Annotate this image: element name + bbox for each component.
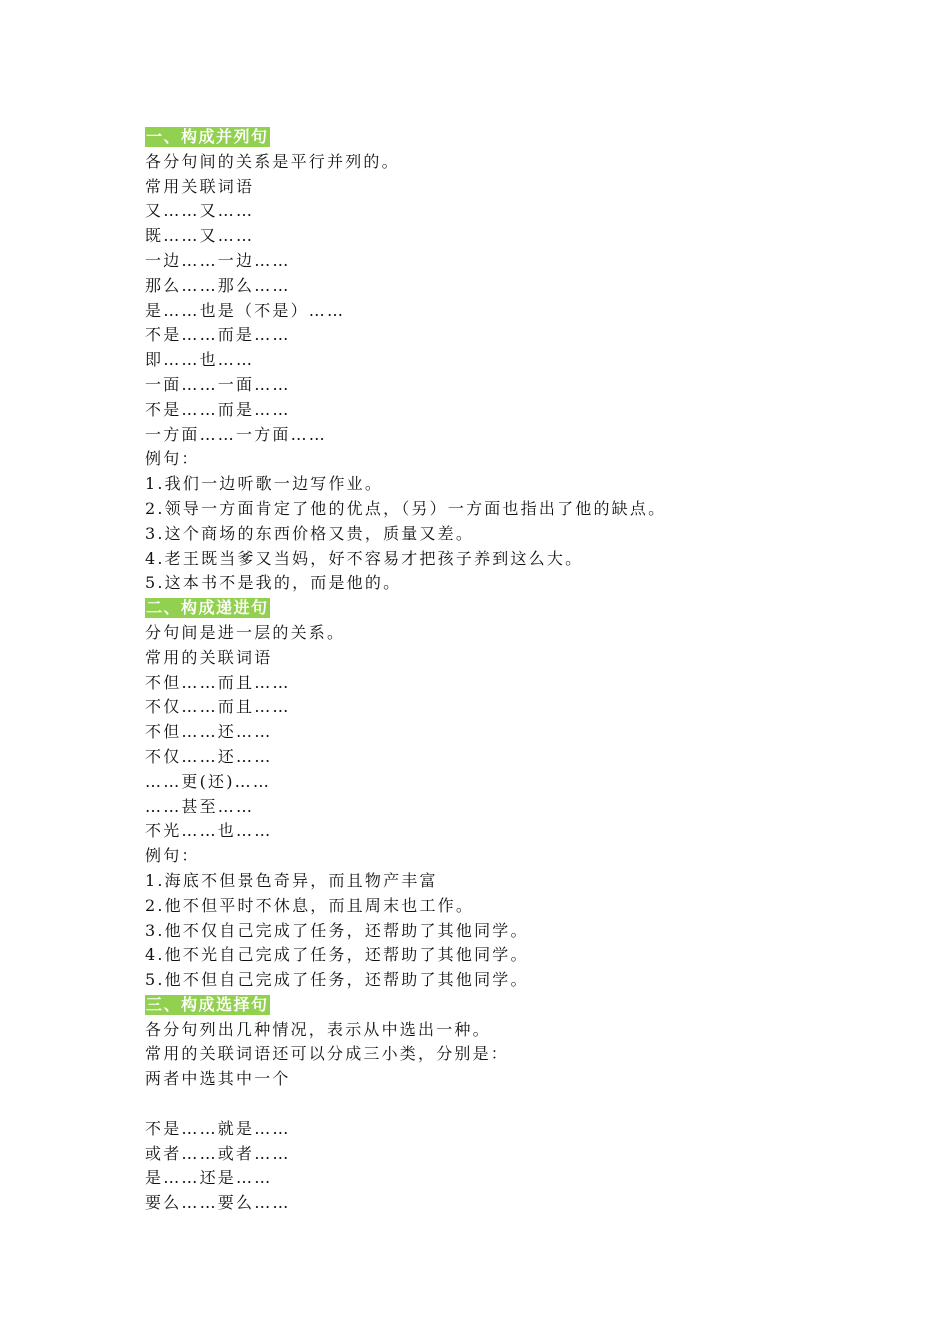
text-line: 一面……一面…… (145, 374, 291, 394)
section-parallel (145, 125, 925, 596)
text-line: 即……也…… (145, 350, 255, 370)
section-heading: 三、构成选择句 (146, 994, 269, 1014)
text-line: 是……还是…… (145, 1168, 273, 1188)
section-choice (145, 993, 925, 1216)
text-line: 例句： (145, 846, 200, 866)
text-line: 要么……要么…… (145, 1193, 291, 1213)
example-line: 1.我们一边听歌一边写作业。 (145, 474, 384, 494)
section-heading: 一、构成并列句 (146, 127, 269, 146)
example-line: 3.他不仅自己完成了任务，还帮助了其他同学。 (145, 920, 529, 940)
text-line: 不是……就是…… (145, 1118, 291, 1138)
text-line: 一方面……一方面…… (145, 424, 328, 444)
text-line: ……更(还)…… (145, 771, 272, 791)
text-line: 两者中选其中一个 (145, 1069, 291, 1089)
text-line: 不仅……还…… (145, 746, 273, 766)
text-line: 常用关联词语 (145, 176, 255, 196)
text-line: 不但……还…… (145, 722, 273, 742)
text-line: 不仅……而且…… (145, 697, 291, 717)
text-line: 或者……或者…… (145, 1143, 291, 1163)
text-line: 又……又…… (145, 201, 255, 221)
example-line: 4.老王既当爹又当妈，好不容易才把孩子养到这么大。 (145, 548, 584, 568)
example-line: 4.他不光自己完成了任务，还帮助了其他同学。 (145, 945, 529, 965)
text-line: 是……也是（不是）…… (145, 300, 346, 320)
text-line: 各分句列出几种情况，表示从中选出一种。 (145, 1019, 491, 1039)
text-line: 分句间是进一层的关系。 (145, 622, 346, 642)
blank-line (145, 1092, 925, 1117)
text-line: ……甚至…… (145, 796, 255, 816)
text-line: 一边……一边…… (145, 250, 291, 270)
text-line: 不是……而是…… (145, 325, 291, 345)
document-body (145, 125, 925, 1216)
text-line: 常用的关联词语还可以分成三小类，分别是： (145, 1044, 510, 1064)
text-line: 各分句间的关系是平行并列的。 (145, 151, 400, 171)
example-line: 5.这本书不是我的，而是他的。 (145, 573, 402, 593)
text-line: 不光……也…… (145, 821, 273, 841)
example-line: 2.领导一方面肯定了他的优点，（另）一方面也指出了他的缺点。 (145, 498, 667, 518)
text-line: 不但……而且…… (145, 672, 291, 692)
text-line: 例句： (145, 449, 200, 469)
text-line: 那么……那么…… (145, 275, 291, 295)
section-heading: 二、构成递进句 (146, 598, 269, 618)
text-line: 常用的关联词语 (145, 647, 273, 667)
section-progressive (145, 596, 925, 993)
text-line: 不是……而是…… (145, 399, 291, 419)
example-line: 1.海底不但景色奇异，而且物产丰富 (145, 870, 438, 890)
example-line: 2.他不但平时不休息，而且周末也工作。 (145, 895, 475, 915)
text-line: 既……又…… (145, 226, 255, 246)
example-line: 3.这个商场的东西价格又贵，质量又差。 (145, 523, 475, 543)
example-line: 5.他不但自己完成了任务，还帮助了其他同学。 (145, 970, 529, 990)
